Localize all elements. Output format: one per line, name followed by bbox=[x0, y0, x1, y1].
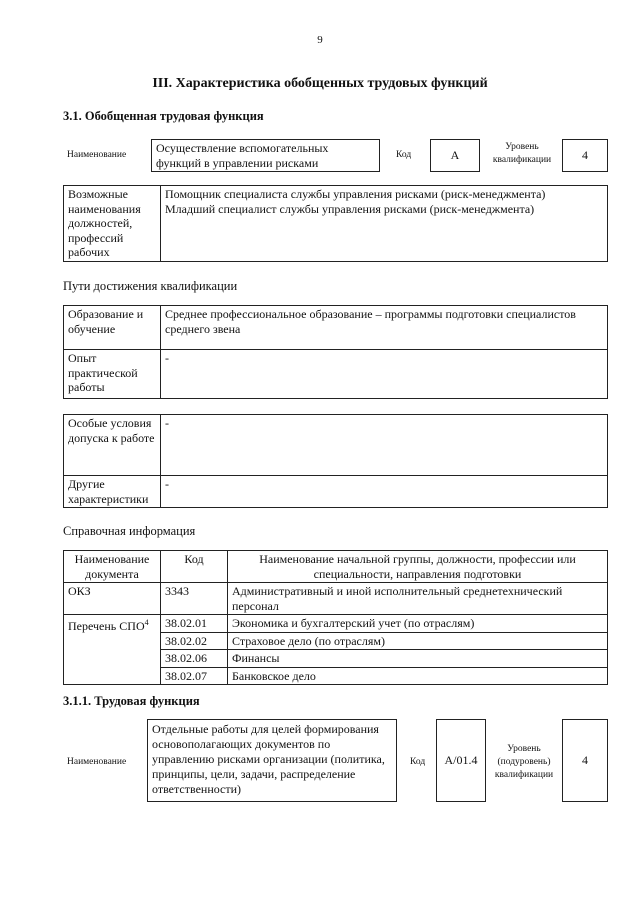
gf-name-label: Наименование bbox=[67, 150, 127, 160]
ref-name: Финансы bbox=[228, 650, 608, 668]
lf-code-label: Код bbox=[410, 757, 426, 767]
lf-level-value: 4 bbox=[562, 719, 608, 802]
labor-function-heading: 3.1.1. Трудовая функция bbox=[63, 694, 200, 708]
gf-name-value: Осуществление вспомогательных функций в управлении рисками bbox=[151, 139, 380, 172]
reference-table bbox=[63, 550, 608, 685]
section-title: III. Характеристика обобщенных трудовых функций bbox=[152, 76, 488, 91]
cond-value: - bbox=[161, 415, 608, 476]
ref-code: 38.02.02 bbox=[161, 632, 228, 650]
ref-name: Страховое дело (по отраслям) bbox=[228, 632, 608, 650]
lf-name-label: Наименование bbox=[67, 757, 127, 767]
cond-label: Другие характеристики bbox=[64, 476, 161, 508]
qp-value: Среднее профессиональное образование – программы подготовки специалистов среднего звена bbox=[161, 306, 608, 350]
gf-code-value: А bbox=[430, 139, 480, 172]
ref-header-doc: Наименование документа bbox=[64, 551, 161, 583]
table-row bbox=[64, 350, 608, 399]
qp-label: Образование и обучение bbox=[64, 306, 161, 350]
positions-table bbox=[63, 185, 608, 262]
ref-name: Административный и иной исполнительный среднетехнический персонал bbox=[228, 583, 608, 615]
reference-heading: Справочная информация bbox=[63, 524, 196, 538]
table-header-row bbox=[64, 551, 608, 583]
qp-label: Опыт практической работы bbox=[64, 350, 161, 399]
ref-header-name: Наименование начальной группы, должности, профессии или специальности, направления подготовки bbox=[228, 551, 608, 583]
generalized-function-heading: 3.1. Обобщенная трудовая функция bbox=[63, 109, 264, 123]
gf-level-value: 4 bbox=[562, 139, 608, 172]
lf-name-value: Отдельные работы для целей формирования основополагающих документов по управлению рисками организации (политика, принципы, цели, задачи, распределение ответственности) bbox=[147, 719, 397, 802]
table-row bbox=[64, 615, 608, 633]
ref-header-code: Код bbox=[161, 551, 228, 583]
gf-level-label: Уровень квалификации bbox=[492, 142, 552, 165]
table-row bbox=[64, 476, 608, 508]
table-row bbox=[64, 306, 608, 350]
conditions-table bbox=[63, 414, 608, 508]
table-row bbox=[64, 415, 608, 476]
gf-code-label: Код bbox=[396, 150, 412, 160]
footnote-mark: 4 bbox=[144, 618, 149, 627]
ref-code: 38.02.06 bbox=[161, 650, 228, 668]
ref-doc-spo bbox=[64, 615, 161, 685]
ref-code: 3343 bbox=[161, 583, 228, 615]
page-number: 9 bbox=[317, 34, 323, 46]
lf-level-label: Уровень (подуровень) квалификации bbox=[494, 744, 554, 780]
qualification-paths-table bbox=[63, 305, 608, 399]
table-row bbox=[64, 583, 608, 615]
qualification-paths-heading: Пути достижения квалификации bbox=[63, 279, 238, 293]
lf-code-value: A/01.4 bbox=[436, 719, 486, 802]
position-item: Младший специалист службы управления рисками (риск-менеджмента) bbox=[165, 201, 535, 216]
ref-doc: ОКЗ bbox=[64, 583, 161, 615]
ref-name: Экономика и бухгалтерский учет (по отраслям) bbox=[228, 615, 608, 633]
position-item: Помощник специалиста службы управления рисками (риск-менеджмента) bbox=[165, 187, 546, 201]
ref-name: Банковское дело bbox=[228, 667, 608, 685]
cond-value: - bbox=[161, 476, 608, 508]
ref-code: 38.02.07 bbox=[161, 667, 228, 685]
ref-doc-spo-text: Перечень СПО bbox=[68, 619, 145, 633]
ref-code: 38.02.01 bbox=[161, 615, 228, 633]
qp-value: - bbox=[161, 350, 608, 399]
positions-values bbox=[161, 186, 608, 262]
positions-label: Возможные наименования должностей, профессий рабочих bbox=[64, 186, 161, 262]
cond-label: Особые условия допуска к работе bbox=[64, 415, 161, 476]
